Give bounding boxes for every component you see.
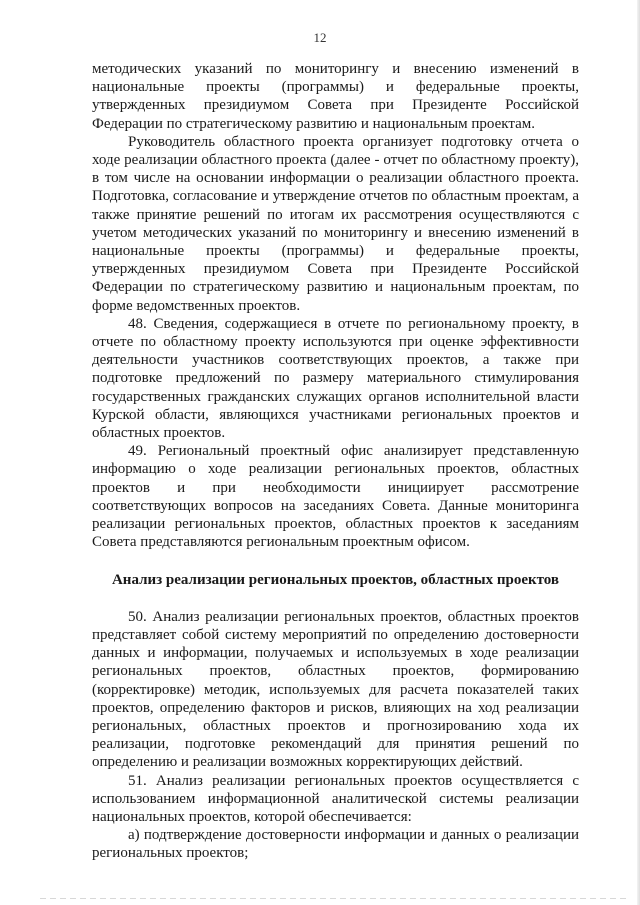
scan-edge-line (40, 898, 630, 899)
paragraph-48: 48. Сведения, содержащиеся в отчете по региональному проекту, в отчете по областному проекту используются при оценке эффективности деятельности участников соответствующих проектов, а также при подготовке предложений по размеру материального стимулирования государственных гражданских служащих органов исполнительной власти Курской области, являющихся участниками региональных проектов и областных проектов. (92, 315, 579, 442)
paragraph-continuation: методических указаний по мониторингу и внесению изменений в национальные проекты (программы) и федеральные проекты, утвержденных президиумом Совета при Президенте Российской Федерации по стратегическому развитию и национальным проектам. (92, 61, 579, 132)
paragraph-50: 50. Анализ реализации региональных проектов, областных проектов представляет собой систему мероприятий по определению достоверности данных и информации, получаемых и используемых в ходе реализации региональных проектов, областных проектов, формированию (корректировке) методик, используемых для расчета показателей таких проектов, определению факторов и рисков, влияющих на ход реализации региональных, областных проектов и прогнозированию хода их реализации, подготовке рекомендаций для принятия решений по определению и реализации возможных корректирующих действий. (92, 608, 579, 771)
paragraph-51-item-a: а) подтверждение достоверности информации и данных о реализации региональных проектов; (92, 827, 579, 862)
paragraph-project-report: Руководитель областного проекта организует подготовку отчета о ходе реализации областного проекта (далее - отчет по областному проекту), в том числе на основании информации о реализации областного проекта. Подготовка, согласование и утверждение отчетов по областным проектам, а также принятие решений по итогам их рассмотрения осуществляются с учетом методических указаний по мониторингу и внесению изменений в национальные проекты (программы) и федеральные проекты, утвержденных президиумом Совета при Президенте Российской Федерации по стратегическому развитию и национальным проектам, по форме ведомственных проектов. (92, 133, 579, 314)
page-number: 12 (313, 30, 327, 45)
section-heading: Анализ реализации региональных проектов, областных проектов (111, 572, 560, 589)
document-body (92, 60, 579, 863)
paragraph-49: 49. Региональный проектный офис анализирует представленную информацию о ходе реализации региональных проектов, областных проектов и при необходимости инициирует рассмотрение соответствующих вопросов на заседаниях Совета. Данные мониторинга реализации региональных проектов, областных проектов к заседаниям Совета представляются региональным проектным офисом. (92, 443, 579, 551)
paragraph-51: 51. Анализ реализации региональных проектов осуществляется с использованием информационной аналитической системы реализации национальных проектов, которой обеспечивается: (92, 772, 579, 825)
